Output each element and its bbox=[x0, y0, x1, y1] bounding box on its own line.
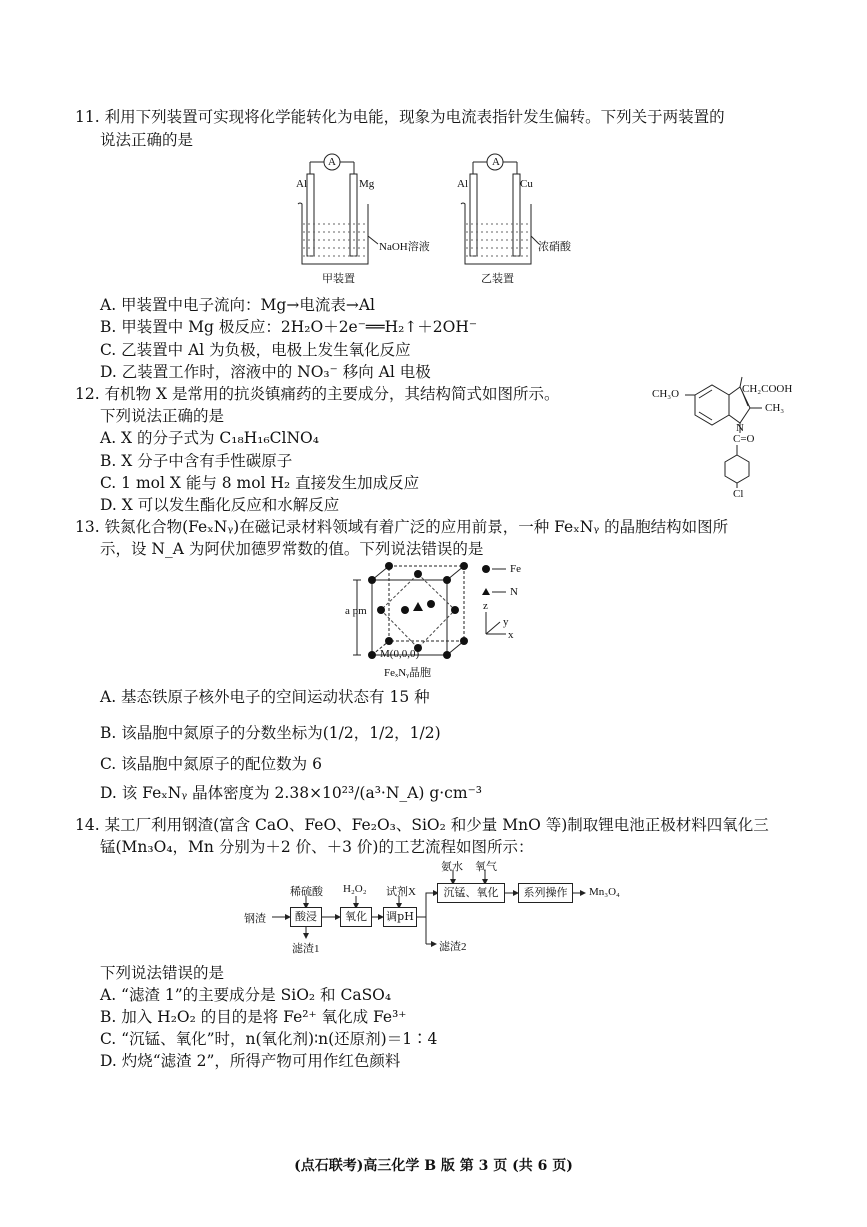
q12-option-a: A. X 的分子式为 C₁₈H₁₆ClNO₄ bbox=[100, 429, 319, 447]
flow-reagent-x: 试剂X bbox=[386, 886, 416, 898]
flow-reagent-h2so4: 稀硫酸 bbox=[290, 886, 323, 898]
q14-stem-line2: 锰(Mn₃O₄，Mn 分别为＋2 价、＋3 价)的工艺流程如图所示： bbox=[100, 838, 534, 856]
page-footer: (点石联考)高三化学 B 版 第 3 页 (共 6 页) bbox=[294, 1158, 573, 1174]
flow-residue-2: 滤渣2 bbox=[439, 941, 467, 953]
flow-step-oxidize: 氧化 bbox=[340, 907, 372, 927]
q12-option-d: D. X 可以发生酯化反应和水解反应 bbox=[100, 496, 340, 514]
legend-n: N bbox=[510, 586, 518, 598]
flow-residue-1: 滤渣1 bbox=[292, 943, 320, 955]
q11-option-d: D. 乙装置工作时，溶液中的 NO₃⁻ 移向 Al 电极 bbox=[100, 363, 431, 381]
q14-option-a: A. “滤渣 1”的主要成分是 SiO₂ 和 CaSO₄ bbox=[100, 986, 392, 1004]
q11-option-a: A. 甲装置中电子流向：Mg→电流表→Al bbox=[100, 296, 375, 314]
q13-option-b: B. 该晶胞中氮原子的分数坐标为(1/2，1/2，1/2) bbox=[100, 724, 441, 742]
axis-x: x bbox=[508, 629, 514, 641]
device-a-solution: NaOH溶液 bbox=[379, 241, 430, 253]
q14-option-b: B. 加入 H₂O₂ 的目的是将 Fe²⁺ 氧化成 Fe³⁺ bbox=[100, 1008, 407, 1026]
legend-fe: Fe bbox=[510, 563, 521, 575]
struct-n: N bbox=[736, 422, 744, 434]
cell-origin-label: M(0,0,0) bbox=[380, 648, 420, 660]
q14-stem-line1: 14. 某工厂利用钢渣(富含 CaO、FeO、Fe₂O₃、SiO₂ 和少量 MnO 等)制取锂电池正极材料四氧化三 bbox=[75, 816, 769, 834]
q11-option-c: C. 乙装置中 Al 为负极，电极上发生氧化反应 bbox=[100, 341, 411, 359]
axis-z: z bbox=[483, 600, 488, 612]
q12-option-c: C. 1 mol X 能与 8 mol H₂ 直接发生加成反应 bbox=[100, 474, 420, 492]
q13-stem-line1: 13. 铁氮化合物(FeₓNᵧ)在磁记录材料领域有着广泛的应用前景，一种 FeₓNᵧ 的晶胞结构如图所 bbox=[75, 518, 729, 536]
device-b-ammeter: A bbox=[492, 156, 500, 168]
flow-step-precipitate: 沉锰、氧化 bbox=[437, 883, 505, 903]
flow-reagent-h2o2: H₂O₂ bbox=[343, 883, 367, 895]
cell-caption: FeₓNᵧ晶胞 bbox=[384, 667, 432, 679]
axis-y: y bbox=[503, 616, 509, 628]
q12-option-b: B. X 分子中含有手性碳原子 bbox=[100, 452, 293, 470]
q13-stem-line2: 示，设 N_A 为阿伏加德罗常数的值。下列说法错误的是 bbox=[100, 540, 484, 558]
flow-step-adjust-ph: 调pH bbox=[383, 907, 417, 927]
device-b-solution: 浓硝酸 bbox=[538, 241, 571, 253]
struct-ch3: CH₃ bbox=[765, 402, 785, 414]
struct-ch2cooh: CH₂COOH bbox=[742, 383, 793, 395]
device-b-right-electrode: Cu bbox=[520, 178, 533, 190]
q13-option-c: C. 该晶胞中氮原子的配位数为 6 bbox=[100, 755, 322, 773]
q12-stem-line2: 下列说法正确的是 bbox=[100, 407, 225, 425]
device-a-left-electrode: Al bbox=[296, 178, 307, 190]
struct-co: C=O bbox=[733, 433, 755, 445]
q11-stem-line2: 说法正确的是 bbox=[100, 131, 194, 149]
q14-option-c: C. “沉锰、氧化”时，n(氧化剂)∶n(还原剂)＝1∶4 bbox=[100, 1030, 438, 1048]
device-a-ammeter: A bbox=[328, 156, 336, 168]
q14-option-d: D. 灼烧“滤渣 2”，所得产物可用作红色颜料 bbox=[100, 1052, 401, 1070]
struct-cl: Cl bbox=[733, 488, 744, 500]
q13-option-a: A. 基态铁原子核外电子的空间运动状态有 15 种 bbox=[100, 688, 430, 706]
flow-reagent-oxygen: 氧气 bbox=[475, 861, 497, 873]
q12-stem-line1: 12. 有机物 X 是常用的抗炎镇痛药的主要成分，其结构简式如图所示。 bbox=[75, 385, 560, 403]
q13-option-d: D. 该 FeₓNᵧ 晶体密度为 2.38×10²³/(a³·N_A) g·cm⁻³ bbox=[100, 784, 482, 802]
device-b-left-electrode: Al bbox=[457, 178, 468, 190]
flow-step-acid-leach: 酸浸 bbox=[290, 907, 322, 927]
q14-prompt: 下列说法错误的是 bbox=[100, 964, 225, 982]
q11-stem-line1: 11. 利用下列装置可实现将化学能转化为电能，现象为电流表指针发生偏转。下列关于两装置的 bbox=[75, 108, 725, 126]
flow-reagent-ammonia: 氨水 bbox=[441, 861, 463, 873]
flow-step-series: 系列操作 bbox=[518, 883, 573, 903]
q11-option-b: B. 甲装置中 Mg 极反应：2H₂O＋2e⁻══H₂↑＋2OH⁻ bbox=[100, 318, 478, 336]
cell-edge-label: a pm bbox=[345, 605, 367, 617]
device-a-caption: 甲装置 bbox=[322, 273, 355, 285]
device-b-caption: 乙装置 bbox=[481, 273, 514, 285]
flow-start: 钢渣 bbox=[244, 913, 266, 925]
flow-end-product: Mn₃O₄ bbox=[589, 886, 620, 898]
device-a-right-electrode: Mg bbox=[359, 178, 375, 190]
struct-ch3o: CH₃O bbox=[652, 388, 680, 400]
